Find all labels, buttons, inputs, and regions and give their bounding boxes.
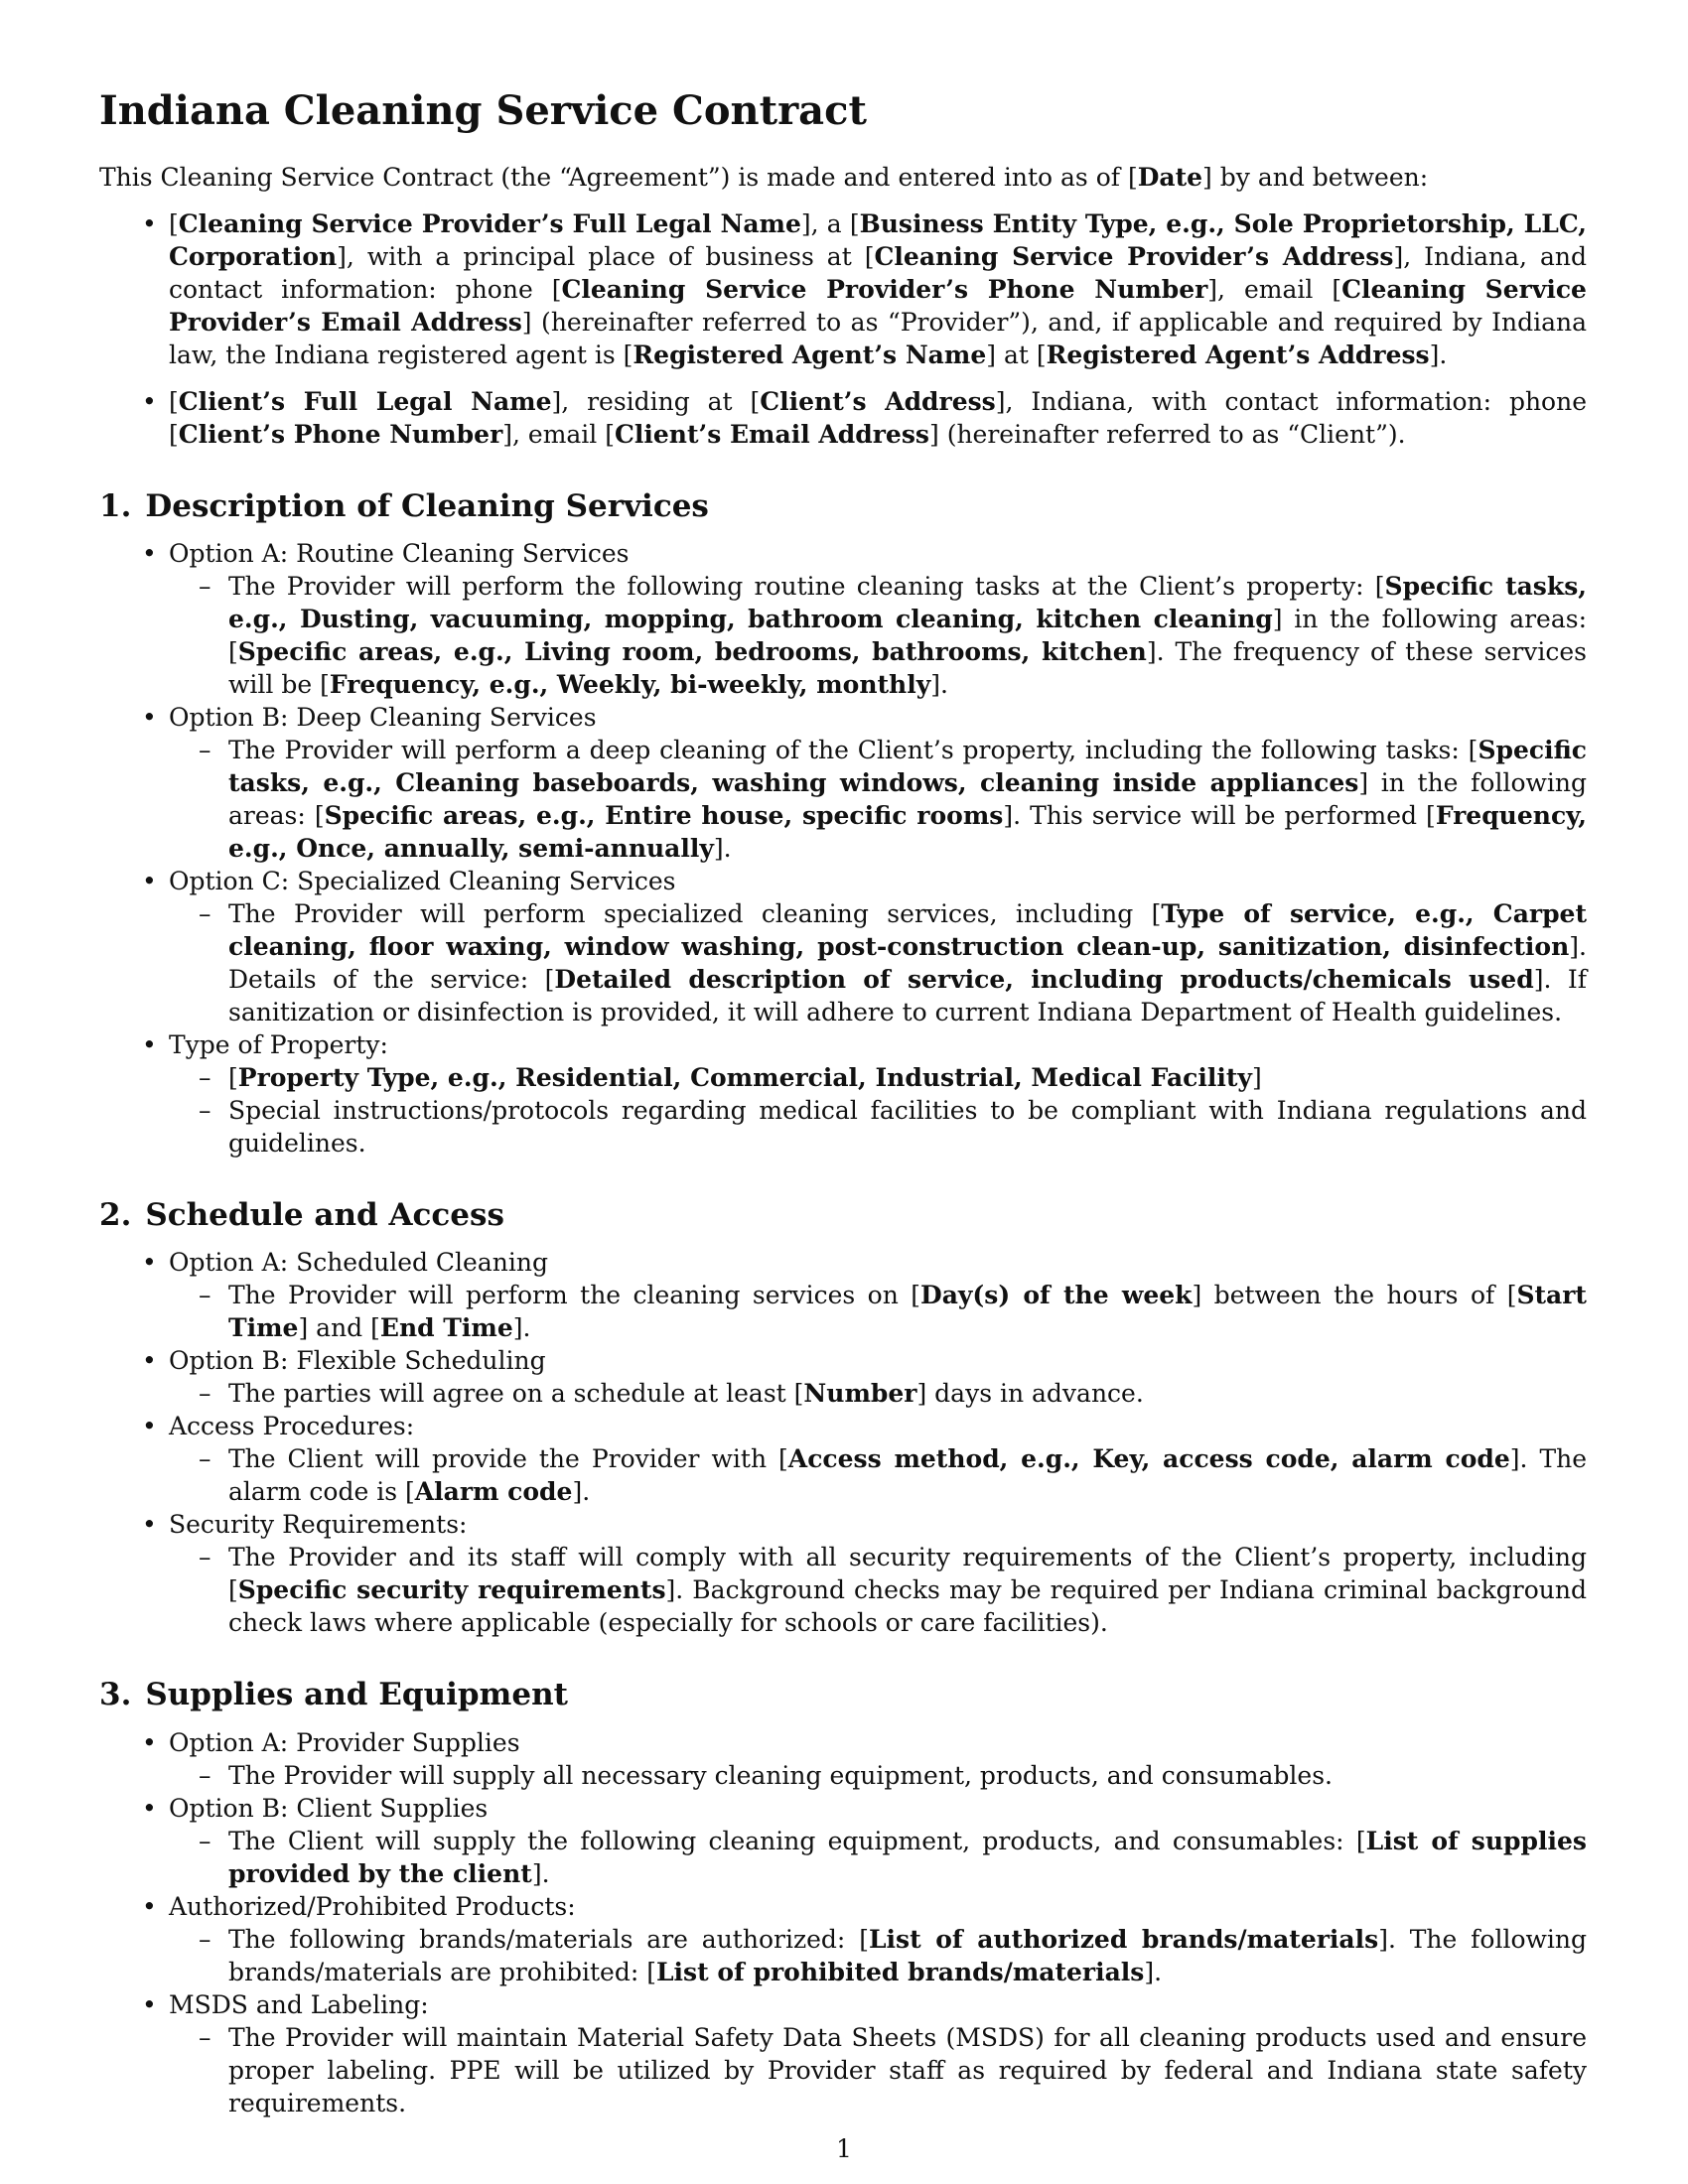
list-item: [99, 1890, 1587, 1988]
placeholder-field: Alarm code: [414, 1477, 573, 1507]
date-placeholder: Date: [1137, 163, 1203, 192]
section-list: [99, 1246, 1587, 1639]
text-run: Special instructions/protocols regarding medical facilities to be compliant with Indiana regulations and guidelines.: [228, 1096, 1587, 1159]
sub-list-item: [169, 1759, 1587, 1792]
section-number: 2.: [99, 1197, 132, 1234]
text-run: The Provider will perform the cleaning services on [: [228, 1281, 921, 1310]
list-item: [99, 1792, 1587, 1890]
list-item-label: Option B: Client Supplies: [169, 1793, 489, 1823]
text-run: ].: [531, 1858, 550, 1888]
section-heading: [99, 488, 1587, 525]
placeholder-field: Type of service, e.g., Carpet cleaning, floor waxing, window washing, post-construction clean-up, sanitization, disinfection: [228, 899, 1588, 962]
placeholder-field: Cleaning Service Provider’s Address: [874, 242, 1394, 271]
text-run: The Provider will supply all necessary cleaning equipment, products, and consumables.: [228, 1760, 1333, 1790]
page-number: 1: [836, 2134, 852, 2163]
placeholder-field: Day(s) of the week: [920, 1281, 1193, 1310]
text-run: ], with a principal place of business at [: [337, 242, 875, 271]
list-item: [99, 1508, 1587, 1639]
text-run: ] at [: [986, 341, 1047, 369]
text-run: ].: [512, 1313, 531, 1343]
placeholder-field: List of authorized brands/materials: [868, 1924, 1379, 1954]
list-item-label: Option B: Deep Cleaning Services: [169, 703, 597, 733]
sub-list-item: [169, 1825, 1587, 1890]
text-run: ], residing at [: [551, 387, 761, 416]
placeholder-field: Frequency, e.g., Once, annually, semi-annually: [228, 801, 1587, 864]
text-run: The Client will supply the following cleaning equipment, products, and consumables: [: [228, 1826, 1366, 1855]
sub-list: [169, 1442, 1587, 1508]
text-run: ]. Details of the service: [: [228, 932, 1587, 995]
party-provider: [99, 207, 1587, 371]
text-run: ] and [: [298, 1313, 380, 1343]
list-item-label: Option A: Routine Cleaning Services: [169, 539, 630, 569]
sub-list: [169, 1541, 1587, 1639]
placeholder-field: Specific areas, e.g., Living room, bedrooms, bathrooms, kitchen: [237, 637, 1147, 667]
text-run: ].: [572, 1477, 591, 1507]
section-list: [99, 537, 1587, 1160]
placeholder-field: Business Entity Type, e.g., Sole Proprietorship, LLC, Corporation: [169, 209, 1587, 271]
sub-list-item: [169, 2021, 1587, 2119]
sub-list: [169, 1279, 1587, 1344]
sub-list-item: [169, 1094, 1587, 1160]
placeholder-field: Client’s Email Address: [615, 420, 929, 449]
list-item-label: Access Procedures:: [169, 1412, 415, 1441]
placeholder-field: Cleaning Service Provider’s Full Legal Name: [178, 209, 801, 238]
text-run: ].: [713, 834, 732, 864]
text-run: [: [169, 387, 179, 416]
text-run: ] in the following areas: [: [228, 768, 1587, 831]
placeholder-field: Cleaning Service Provider’s Email Address: [169, 275, 1587, 337]
list-item-label: Type of Property:: [169, 1030, 388, 1060]
text-run: The parties will agree on a schedule at least [: [228, 1379, 804, 1409]
list-item: [99, 1028, 1587, 1160]
sub-list-item: [169, 734, 1587, 865]
placeholder-field: Number: [803, 1379, 917, 1409]
list-item-label: Security Requirements:: [169, 1510, 468, 1540]
placeholder-field: Property Type, e.g., Residential, Commercial, Industrial, Medical Facility: [237, 1063, 1252, 1093]
section-number: 3.: [99, 1677, 132, 1713]
placeholder-field: Specific security requirements: [237, 1575, 666, 1605]
intro-paragraph: [99, 161, 1587, 194]
text-run: ] (hereinafter referred to as “Client”).: [929, 420, 1406, 449]
list-item: [99, 701, 1587, 865]
sub-list: [169, 1377, 1587, 1410]
sub-list: [169, 1061, 1587, 1160]
text-run: ].: [1144, 1957, 1163, 1986]
list-item: [99, 1410, 1587, 1508]
parties-list: [99, 207, 1587, 451]
placeholder-field: Specific areas, e.g., Entire house, specific rooms: [324, 801, 1004, 831]
text-run: ]: [1251, 1063, 1262, 1093]
placeholder-field: Registered Agent’s Address: [1046, 341, 1430, 369]
text-run: The Provider and its staff will comply with all security requirements of the Client’s property, including [: [228, 1543, 1587, 1605]
placeholder-field: Cleaning Service Provider’s Phone Number: [561, 275, 1208, 304]
intro-text: This Cleaning Service Contract (the “Agreement”) is made and entered into as of [: [99, 163, 1138, 192]
list-item-label: Option B: Flexible Scheduling: [169, 1346, 546, 1376]
text-run: The following brands/materials are authorized: [: [228, 1924, 869, 1954]
section-title: Description of Cleaning Services: [145, 488, 709, 524]
sub-list-item: [169, 1442, 1587, 1508]
placeholder-field: End Time: [379, 1313, 513, 1343]
party-client: [99, 385, 1587, 451]
text-run: ]. If sanitization or disinfection is provided, it will adhere to current Indiana Department of Health guidelines.: [228, 965, 1587, 1027]
placeholder-field: Specific tasks, e.g., Cleaning baseboards, washing windows, cleaning inside appliances: [228, 736, 1587, 798]
section-heading: [99, 1197, 1587, 1234]
text-run: ], email [: [502, 420, 615, 449]
intro-text-end: ] by and between:: [1202, 163, 1429, 192]
text-run: The Provider will maintain Material Safety Data Sheets (MSDS) for all cleaning products used and ensure proper labeling. PPE will be utilized by Provider staff as required by federal and Indiana state safety requirements.: [228, 2022, 1587, 2117]
text-run: ] in the following areas: [: [228, 605, 1587, 667]
text-run: ]. The frequency of these services will be [: [228, 637, 1587, 700]
text-run: ].: [1429, 341, 1448, 369]
section-heading: [99, 1677, 1587, 1713]
sub-list-item: [169, 1061, 1587, 1094]
text-run: [: [169, 209, 179, 238]
list-item-label: Option A: Provider Supplies: [169, 1727, 520, 1757]
section-title: Supplies and Equipment: [145, 1677, 568, 1713]
list-item: [99, 1988, 1587, 2119]
text-run: ]. Background checks may be required per Indiana criminal background check laws where applicable (especially for schools or care facilities).: [228, 1575, 1587, 1638]
placeholder-field: List of prohibited brands/materials: [655, 1957, 1145, 1986]
list-item: [99, 1344, 1587, 1410]
text-run: [: [228, 1063, 238, 1093]
list-item: [99, 537, 1587, 701]
placeholder-field: Client’s Phone Number: [178, 420, 503, 449]
section-list: [99, 1726, 1587, 2119]
sub-list-item: [169, 1541, 1587, 1639]
list-item: [99, 865, 1587, 1028]
placeholder-field: Registered Agent’s Name: [633, 341, 987, 369]
text-run: ] (hereinafter referred to as “Provider”), and, if applicable and required by Indiana law, the Indiana registered agent is [: [169, 308, 1587, 369]
list-item: [99, 1246, 1587, 1344]
placeholder-field: Client’s Full Legal Name: [178, 387, 552, 416]
text-run: The Client will provide the Provider with [: [228, 1444, 788, 1474]
text-run: ]. This service will be performed [: [1003, 801, 1436, 831]
text-run: ], Indiana, and contact information: phone [: [169, 242, 1588, 304]
sub-list: [169, 1759, 1587, 1792]
document-title: Indiana Cleaning Service Contract: [99, 87, 867, 134]
text-run: ]. The alarm code is [: [228, 1444, 1588, 1507]
text-run: ].: [930, 670, 948, 700]
placeholder-field: Access method, e.g., Key, access code, alarm code: [787, 1444, 1510, 1474]
section-title: Schedule and Access: [145, 1197, 504, 1234]
sub-list-item: [169, 570, 1587, 701]
section-number: 1.: [99, 488, 132, 524]
sub-list-item: [169, 897, 1587, 1028]
text-run: The Provider will perform specialized cleaning services, including [: [228, 899, 1162, 929]
text-run: ], Indiana, with contact information: phone [: [169, 387, 1588, 449]
list-item: [99, 1726, 1587, 1792]
text-run: The Provider will perform the following routine cleaning tasks at the Client’s property: [: [228, 572, 1385, 602]
list-item-label: Authorized/Prohibited Products:: [169, 1891, 576, 1921]
sub-list: [169, 734, 1587, 865]
text-run: ] between the hours of [: [1192, 1281, 1517, 1310]
sub-list-item: [169, 1279, 1587, 1344]
placeholder-field: List of supplies provided by the client: [228, 1826, 1587, 1888]
sub-list: [169, 570, 1587, 701]
sub-list-item: [169, 1923, 1587, 1988]
text-run: ] days in advance.: [916, 1379, 1144, 1409]
placeholder-field: Detailed description of service, including products/chemicals used: [554, 965, 1534, 995]
text-run: ], email [: [1207, 275, 1342, 304]
sub-list: [169, 1923, 1587, 1988]
text-run: The Provider will perform a deep cleaning of the Client’s property, including the following tasks: [: [228, 736, 1478, 765]
document-page: [99, 87, 1587, 2119]
sub-list: [169, 897, 1587, 1028]
list-item-label: Option A: Scheduled Cleaning: [169, 1248, 548, 1278]
sub-list: [169, 2021, 1587, 2119]
placeholder-field: Specific tasks, e.g., Dusting, vacuuming, mopping, bathroom cleaning, kitchen cleaning: [228, 572, 1587, 634]
sub-list-item: [169, 1377, 1587, 1410]
list-item-label: MSDS and Labeling:: [169, 1989, 429, 2019]
placeholder-field: Start Time: [228, 1281, 1587, 1343]
contract-sections: [99, 488, 1587, 2119]
placeholder-field: Client’s Address: [760, 387, 996, 416]
sub-list: [169, 1825, 1587, 1890]
text-run: ], a [: [800, 209, 860, 238]
list-item-label: Option C: Specialized Cleaning Services: [169, 867, 676, 896]
text-run: ]. The following brands/materials are prohibited: [: [228, 1924, 1587, 1986]
placeholder-field: Frequency, e.g., Weekly, bi-weekly, monthly: [329, 670, 931, 700]
